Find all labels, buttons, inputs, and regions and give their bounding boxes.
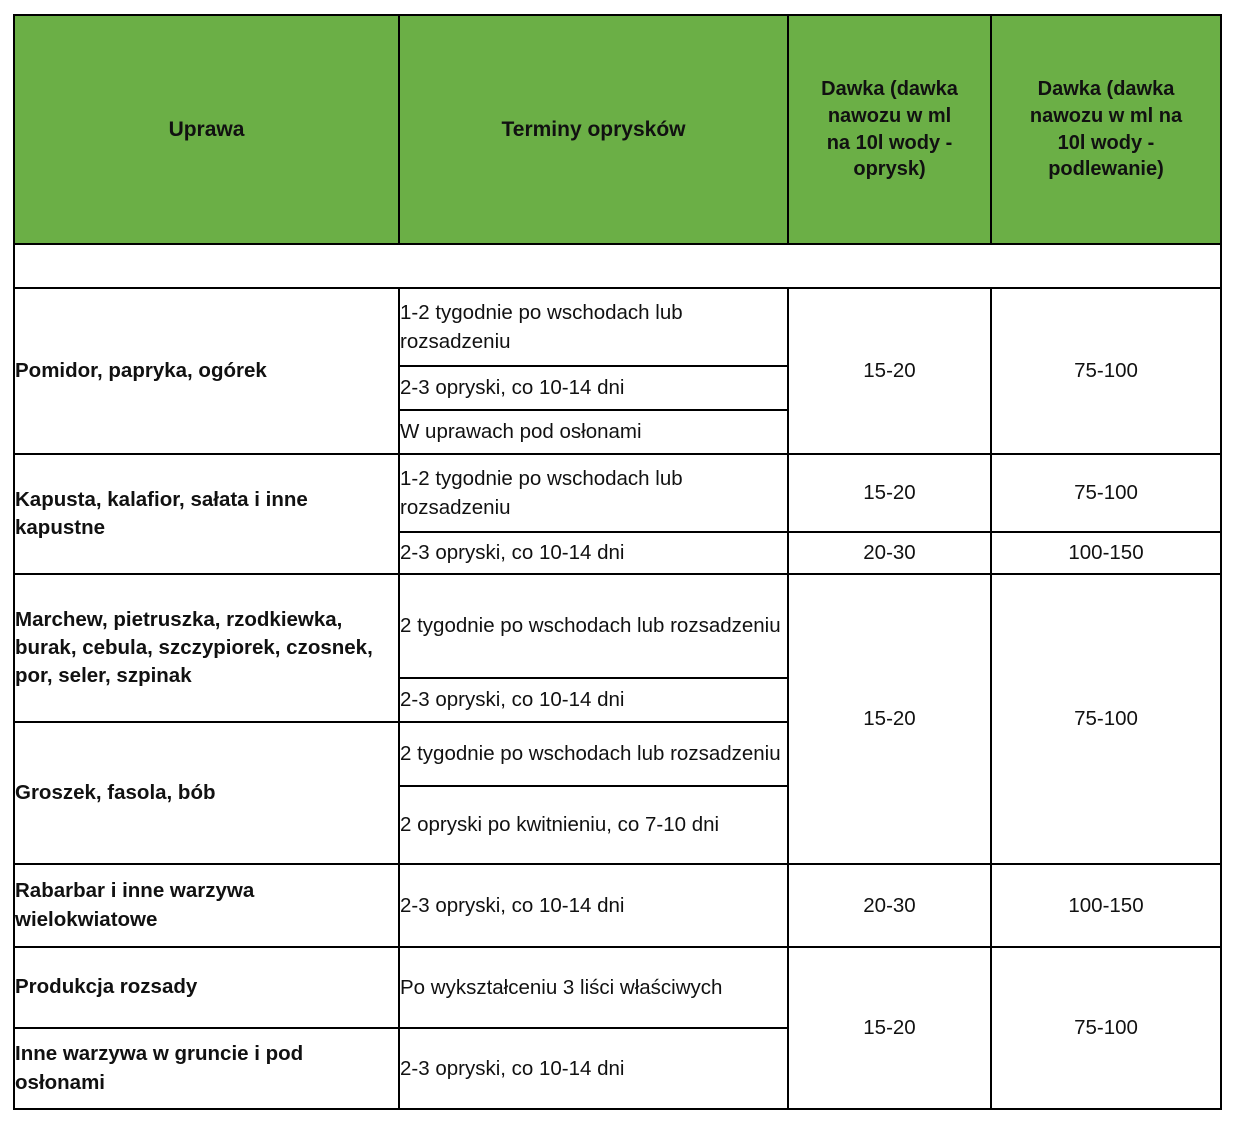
crop-name-cell: Kapusta, kalafior, sałata i inne kapustne bbox=[14, 454, 399, 574]
term-cell: 2-3 opryski, co 10-14 dni bbox=[399, 678, 788, 722]
table-row bbox=[14, 864, 1221, 947]
header-line-3: na 10l wody - bbox=[826, 131, 953, 154]
term-cell: 1-2 tygodnie po wschodach lub rozsadzeniu bbox=[399, 288, 788, 366]
dosage-table bbox=[13, 14, 1222, 1110]
table-row bbox=[14, 288, 1221, 366]
column-header-dawka-oprysk bbox=[788, 15, 991, 244]
term-cell: 2-3 opryski, co 10-14 dni bbox=[399, 532, 788, 574]
crop-name-cell: Pomidor, papryka, ogórek bbox=[14, 288, 399, 454]
spacer-row bbox=[14, 244, 1221, 288]
dose-oprysk-cell: 15-20 bbox=[788, 454, 991, 532]
header-line-2: nawozu w ml na bbox=[1029, 104, 1183, 127]
crop-name-cell: Groszek, fasola, bób bbox=[14, 722, 399, 864]
table-header-row bbox=[14, 15, 1221, 244]
table-row bbox=[14, 454, 1221, 532]
header-line-4: oprysk) bbox=[853, 158, 926, 181]
table-row bbox=[14, 574, 1221, 678]
term-cell: 2-3 opryski, co 10-14 dni bbox=[399, 366, 788, 410]
dose-oprysk-cell: 15-20 bbox=[788, 947, 991, 1109]
crop-name-cell: Marchew, pietruszka, rzodkiewka, burak, cebula, szczypiorek, czosnek, por, seler, szpinak bbox=[14, 574, 399, 722]
term-cell: 1-2 tygodnie po wschodach lub rozsadzeniu bbox=[399, 454, 788, 532]
dose-podlewanie-cell: 100-150 bbox=[991, 532, 1221, 574]
spacer-cell bbox=[14, 244, 1221, 288]
header-line-1: Dawka (dawka bbox=[1037, 78, 1175, 101]
dose-podlewanie-cell: 75-100 bbox=[991, 454, 1221, 532]
header-line-4: podlewanie) bbox=[1048, 158, 1164, 181]
header-line-2: nawozu w ml bbox=[827, 104, 952, 127]
dose-oprysk-cell: 15-20 bbox=[788, 288, 991, 454]
column-header-uprawa: Uprawa bbox=[14, 15, 399, 244]
dose-podlewanie-cell: 75-100 bbox=[991, 947, 1221, 1109]
dose-oprysk-cell: 20-30 bbox=[788, 864, 991, 947]
crop-name-cell: Rabarbar i inne warzywa wielokwiatowe bbox=[14, 864, 399, 947]
column-header-terminy: Terminy oprysków bbox=[399, 15, 788, 244]
crop-name-cell: Inne warzywa w gruncie i pod osłonami bbox=[14, 1028, 399, 1109]
column-header-dawka-podlewanie bbox=[991, 15, 1221, 244]
term-cell: 2 tygodnie po wschodach lub rozsadzeniu bbox=[399, 722, 788, 786]
term-cell: Po wykształceniu 3 liści właściwych bbox=[399, 947, 788, 1028]
dose-oprysk-cell: 20-30 bbox=[788, 532, 991, 574]
dose-oprysk-cell: 15-20 bbox=[788, 574, 991, 864]
header-line-3: 10l wody - bbox=[1057, 131, 1155, 154]
table-row bbox=[14, 947, 1221, 1028]
dose-podlewanie-cell: 100-150 bbox=[991, 864, 1221, 947]
dose-podlewanie-cell: 75-100 bbox=[991, 574, 1221, 864]
dose-podlewanie-cell: 75-100 bbox=[991, 288, 1221, 454]
term-cell: 2-3 opryski, co 10-14 dni bbox=[399, 1028, 788, 1109]
header-line-1: Dawka (dawka bbox=[821, 78, 958, 101]
term-cell: W uprawach pod osłonami bbox=[399, 410, 788, 454]
term-cell: 2 tygodnie po wschodach lub rozsadzeniu bbox=[399, 574, 788, 678]
term-cell: 2-3 opryski, co 10-14 dni bbox=[399, 864, 788, 947]
term-cell: 2 opryski po kwitnieniu, co 7-10 dni bbox=[399, 786, 788, 864]
crop-name-cell: Produkcja rozsady bbox=[14, 947, 399, 1028]
